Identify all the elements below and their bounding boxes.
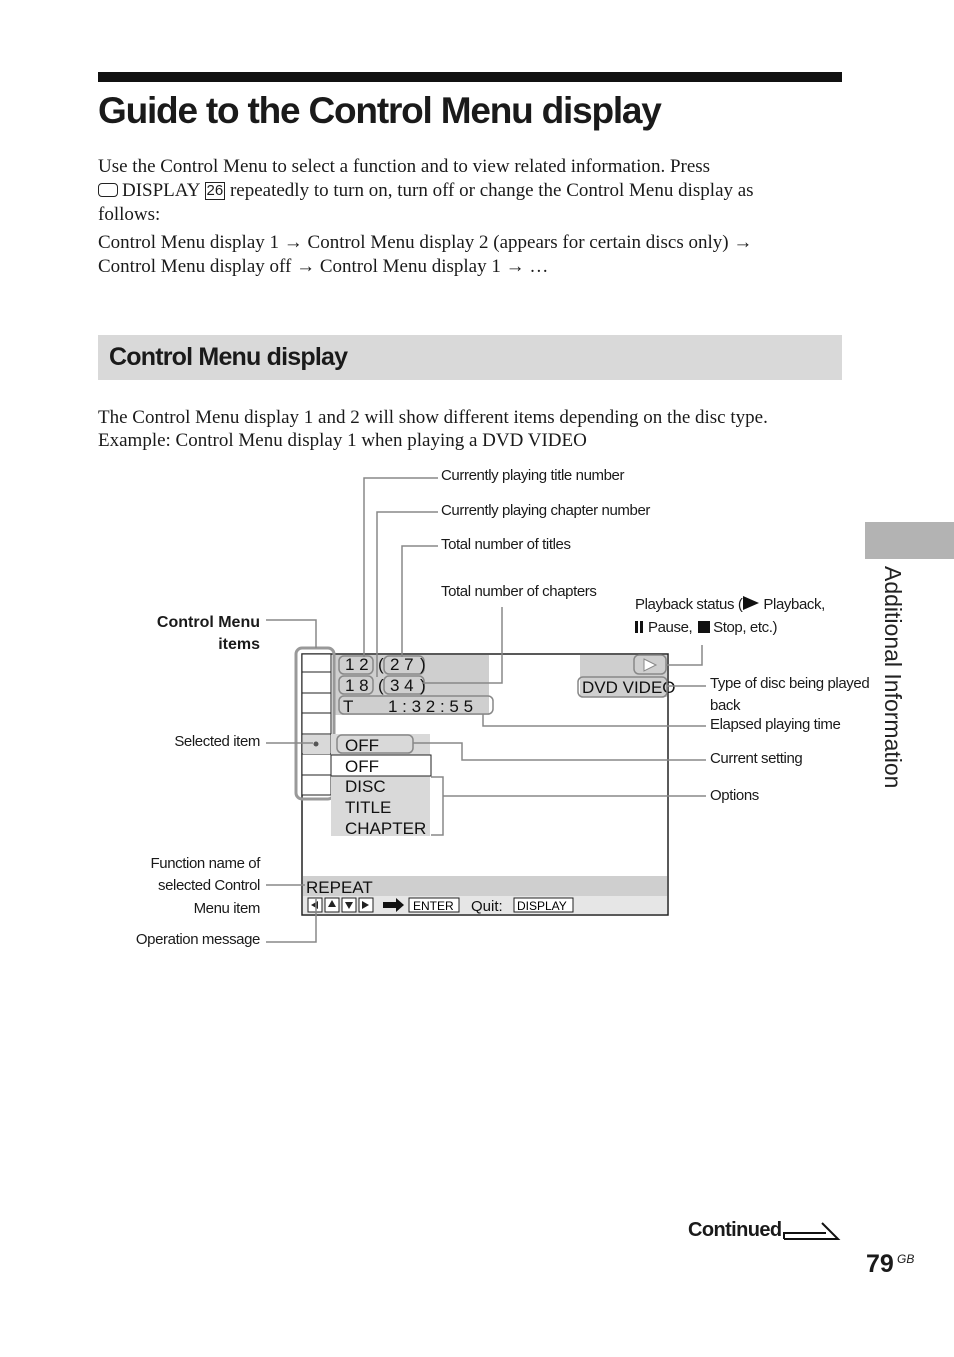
sequence-line-2: Control Menu display off → Control Menu display 1 → … [98,256,549,277]
chapter-number: 1 8 [345,676,369,695]
page-number: 79 [866,1250,894,1278]
reference-number: 26 [206,182,224,199]
label-chapter-number: Currently playing chapter number [441,502,650,519]
label-playback-status: Playback status ( Playback, [635,596,825,613]
elapsed-time: 1 : 3 2 : 5 5 [388,697,474,716]
option-off: OFF [345,757,379,776]
total-chapters: 3 4 [390,676,414,695]
time-prefix: T [343,697,354,716]
label-options: Options [710,787,759,804]
svg-text:DISPLAY: DISPLAY [517,899,567,913]
label-disc-type: Type of disc being played [710,675,870,692]
disc-type: DVD VIDEO [582,678,676,697]
continued-label: Continued [688,1219,782,1241]
arrow-icon: → [296,256,316,277]
label-title-number: Currently playing title number [441,467,625,484]
selected-item-dot [314,742,319,747]
continued-arrow-icon [782,1219,842,1243]
page-suffix: GB [897,1252,915,1266]
svg-text:ENTER: ENTER [413,899,454,913]
section-heading: Control Menu display [109,343,348,371]
label-menu-items: Control Menu [156,614,260,631]
label-menu-items-2: items [218,636,260,653]
label-current-setting: Current setting [710,750,803,767]
option-disc: DISC [345,777,386,796]
play-icon [743,596,759,610]
option-chapter: CHAPTER [345,819,427,838]
page-title: Guide to the Control Menu display [98,90,661,131]
pause-icon [635,621,638,633]
label-elapsed-time: Elapsed playing time [710,716,841,733]
intro-line-2: DISPLAY 26 repeatedly to turn on, turn off or change the Control Menu display as [98,179,754,203]
label-total-chapters: Total number of chapters [441,583,597,600]
sequence-line-1: Control Menu display 1 → Control Menu display 2 (appears for certain discs only) → [98,232,753,253]
svg-text:Quit:: Quit: [471,898,503,915]
option-title: TITLE [345,798,392,817]
svg-text:(: ( [378,655,384,674]
label-function-name-2: selected Control [158,877,260,894]
intro-line-1: Use the Control Menu to select a function and to view related information. Press [98,156,711,177]
label-function-name: Function name of [150,855,260,872]
title-number: 1 2 [345,655,369,674]
label-selected-item: Selected item [174,733,260,750]
arrow-icon: → [505,256,525,277]
label-disc-type-2: back [710,697,741,714]
stop-icon [698,621,710,633]
arrow-icon: → [283,232,303,253]
section-body-2: Example: Control Menu display 1 when playing a DVD VIDEO [98,430,587,451]
svg-text:): ) [420,655,426,674]
side-tab-label: Additional Information [880,566,906,789]
label-operation-message: Operation message [135,931,260,948]
label-total-titles: Total number of titles [441,536,571,553]
svg-text:): ) [420,676,426,695]
current-setting: OFF [345,736,379,755]
intro-line-3: follows: [98,204,161,225]
total-titles: 2 7 [390,655,414,674]
label-function-name-3: Menu item [193,900,260,917]
menu-icon-column [302,654,331,795]
section-body-1: The Control Menu display 1 and 2 will show different items depending on the disc type. [98,407,768,428]
arrow-icon: → [733,232,753,253]
svg-text:(: ( [378,676,384,695]
label-playback-status-2: Pause, Stop, etc.) [635,619,777,636]
function-name: REPEAT [306,878,373,897]
